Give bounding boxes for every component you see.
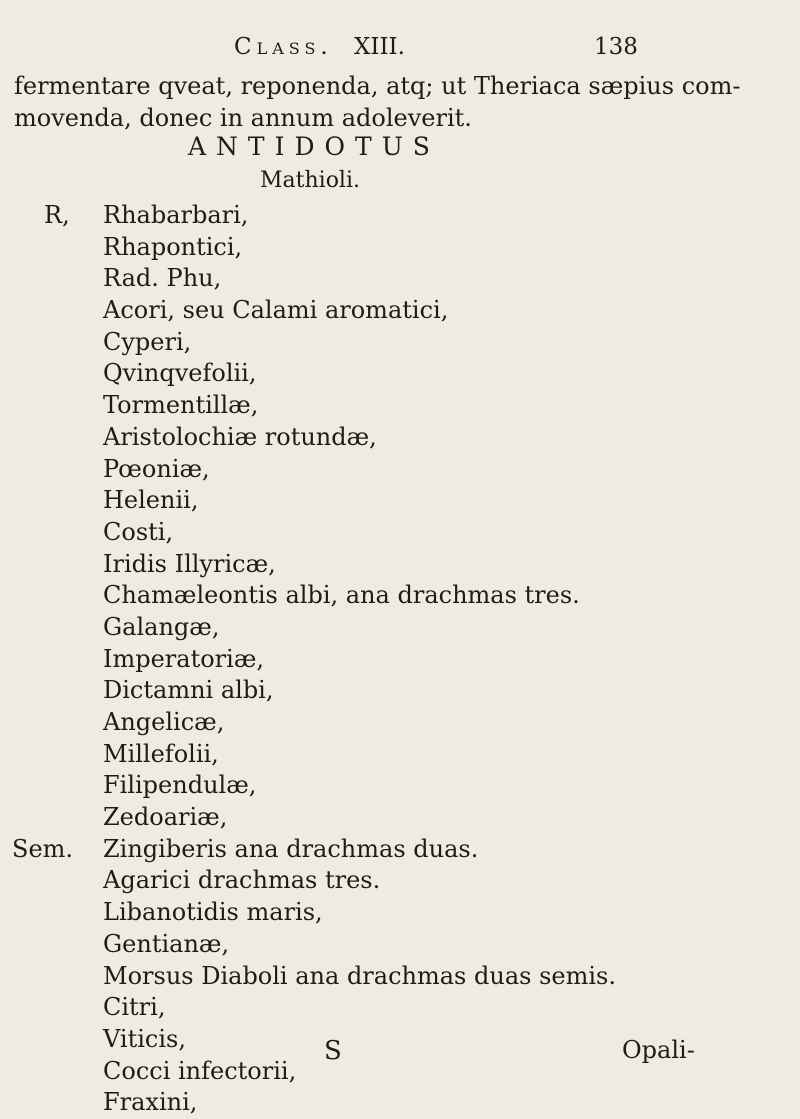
ingredient-line: Rhapontici,	[103, 232, 243, 261]
ingredient-line: Aristolochiæ rotundæ,	[103, 422, 377, 451]
prescription-mark: R,	[44, 201, 70, 229]
ingredient-line: Gentianæ,	[103, 929, 230, 958]
ingredient-line: Chamæleontis albi, ana drachmas tres.	[103, 581, 580, 610]
seeds-mark: Sem.	[12, 835, 74, 863]
class-label: Class.	[234, 34, 333, 60]
ingredient-line: Libanotidis maris,	[103, 898, 323, 927]
ingredient-line: Filipendulæ,	[103, 771, 257, 800]
running-header	[0, 34, 800, 68]
ingredient-line: Cyperi,	[103, 327, 192, 356]
ingredient-line: Millefolii,	[103, 739, 219, 768]
ingredient-line: Acori, seu Calami aromatici,	[103, 296, 449, 325]
ingredient-line: Zedoariæ,	[103, 803, 228, 832]
ingredient-line: Citri,	[103, 993, 166, 1022]
ingredient-line: Iridis Illyricæ,	[103, 549, 276, 578]
class-number: XIII.	[354, 34, 405, 60]
intro-line: fermentare qveat, reponenda, atq; ut Theriaca sæpius com-	[14, 72, 741, 100]
ingredient-line: Imperatoriæ,	[103, 644, 265, 673]
recipe-title: ANTIDOTUS	[188, 132, 440, 161]
ingredient-line: Helenii,	[103, 486, 199, 515]
ingredient-line: Rhabarbari,	[103, 201, 249, 229]
ingredient-line: Fraxini,	[103, 1088, 198, 1117]
intro-line: movenda, donec in annum adoleverit.	[14, 104, 472, 132]
ingredient-line: Galangæ,	[103, 612, 220, 641]
ingredient-line: Dictamni albi,	[103, 676, 274, 705]
intro-paragraph	[14, 70, 794, 134]
page-number: 138	[594, 34, 638, 60]
ingredient-line: Costi,	[103, 517, 174, 546]
ingredient-line: Agarici drachmas tres.	[103, 866, 381, 895]
ingredient-line: Pœoniæ,	[103, 454, 210, 483]
catchword: Opali-	[622, 1036, 695, 1064]
ingredient-line: Tormentillæ,	[103, 391, 259, 420]
ingredient-line: Viticis,	[103, 1024, 186, 1053]
ingredient-line: Morsus Diaboli ana drachmas duas semis.	[103, 961, 616, 990]
ingredient-line: Angelicæ,	[103, 708, 225, 736]
ingredient-list	[103, 200, 753, 1119]
signature-mark: S	[324, 1036, 342, 1066]
ingredient-line: Rad. Phu,	[103, 264, 222, 293]
ingredient-line: Zingiberis ana drachmas duas.	[103, 834, 479, 863]
ingredient-line: Qvinqvefolii,	[103, 359, 257, 388]
recipe-author: Mathioli.	[260, 168, 360, 193]
ingredient-line: Cocci infectorii,	[103, 1056, 297, 1085]
